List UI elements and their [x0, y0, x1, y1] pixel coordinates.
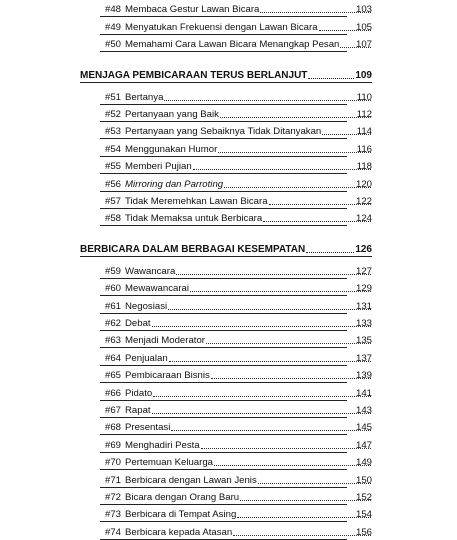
entry-page-number: 139: [355, 370, 372, 382]
entry-number: #60: [105, 283, 122, 295]
entry-number: #62: [105, 317, 122, 329]
entry-page-number: 110: [356, 91, 372, 103]
dot-leader: [201, 448, 371, 449]
toc-entry[interactable]: [0, 157, 457, 174]
dot-leader: [176, 274, 371, 275]
dot-leader: [152, 413, 371, 414]
entry-number: #51: [105, 91, 122, 103]
dot-leader: [220, 117, 371, 118]
entry-number: #70: [105, 457, 122, 469]
dot-leader: [152, 326, 371, 327]
entry-title: Berbicara dengan Lawan Jenis: [125, 474, 257, 486]
entry-page-number: 127: [355, 265, 372, 277]
dot-leader: [237, 517, 371, 518]
entry-number: #74: [105, 526, 122, 538]
entry-page-number: 143: [355, 404, 372, 416]
entry-number: #59: [105, 265, 122, 277]
entry-number: #73: [105, 509, 122, 521]
entry-page-number: 118: [356, 161, 372, 173]
dot-leader: [214, 465, 371, 466]
entry-title: Pembicaraan Bisnis: [125, 370, 210, 382]
entry-page-number: 124: [355, 213, 372, 225]
entry-number: #63: [105, 335, 122, 347]
dot-leader: [164, 100, 371, 101]
dot-leader: [171, 430, 371, 431]
entry-page-number: 149: [355, 457, 372, 469]
entry-title: Menggunakan Humor: [125, 143, 218, 155]
toc-entry[interactable]: [0, 139, 457, 156]
entry-number: #67: [105, 404, 122, 416]
entry-page-number: 112: [356, 108, 372, 120]
toc-entry[interactable]: [0, 261, 457, 278]
toc-entry[interactable]: [0, 314, 457, 331]
entry-number: #61: [105, 300, 122, 312]
entry-page-number: 133: [355, 317, 372, 329]
entry-title: Menghadiri Pesta: [125, 439, 200, 451]
dot-leader: [168, 309, 371, 310]
entry-title: Menjadi Moderator: [125, 335, 205, 347]
toc-entry[interactable]: [0, 470, 457, 487]
entry-page-number: 150: [355, 474, 372, 486]
entry-title: Berbicara di Tempat Asing: [125, 509, 237, 521]
toc-entry[interactable]: [0, 209, 457, 226]
toc-entry[interactable]: [0, 488, 457, 505]
entry-title: Berbicara kepada Atasan: [125, 526, 233, 538]
entry-number: #64: [105, 352, 122, 364]
entry-title: Negosiasi: [125, 300, 168, 312]
dot-leader: [240, 500, 371, 501]
section-title: MENJAGA PEMBICARAAN TERUS BERLANJUT: [80, 70, 308, 82]
dot-leader: [169, 361, 371, 362]
toc-entry[interactable]: [0, 296, 457, 313]
toc-entry[interactable]: [0, 383, 457, 400]
entry-title: Pertemuan Keluarga: [125, 457, 213, 469]
entry-page-number: 152: [355, 491, 372, 503]
section-page-number: 109: [355, 70, 372, 82]
entry-title: Wawancara: [125, 265, 176, 277]
toc-entry[interactable]: [0, 174, 457, 191]
dot-leader: [193, 169, 371, 170]
entry-page-number: 116: [356, 143, 372, 155]
entry-underline: [100, 51, 347, 52]
entry-page-number: 107: [355, 39, 372, 51]
entry-page-number: 131: [355, 300, 372, 312]
entry-title: Membaca Gestur Lawan Bicara: [125, 4, 260, 16]
toc-entry[interactable]: [0, 331, 457, 348]
toc-entry[interactable]: [0, 105, 457, 122]
toc-entry[interactable]: [0, 17, 457, 34]
entry-number: #48: [105, 4, 122, 16]
entry-title: Bertanya: [125, 91, 164, 103]
entry-title: Pidato: [125, 387, 153, 399]
toc-entry[interactable]: [0, 435, 457, 452]
entry-page-number: 141: [355, 387, 372, 399]
entry-title: Pertanyaan yang Baik: [125, 108, 219, 120]
dot-leader: [260, 12, 371, 13]
toc-entry[interactable]: [0, 35, 457, 52]
section-underline: [80, 256, 372, 257]
dot-leader: [306, 252, 354, 253]
entry-page-number: 137: [355, 352, 372, 364]
toc-entry[interactable]: [0, 122, 457, 139]
dot-leader: [218, 152, 371, 153]
entry-number: #49: [105, 21, 122, 33]
section-title: BERBICARA DALAM BERBAGAI KESEMPATAN: [80, 244, 306, 256]
dot-leader: [224, 187, 371, 188]
entry-number: #55: [105, 161, 122, 173]
entry-title: Debat: [125, 317, 151, 329]
entry-page-number: 156: [355, 526, 372, 538]
entry-underline: [100, 225, 347, 226]
entry-title: Bicara dengan Orang Baru: [125, 491, 240, 503]
entry-number: #53: [105, 126, 122, 138]
entry-page-number: 120: [355, 178, 372, 190]
dot-leader: [211, 378, 371, 379]
entry-title: Mirroring dan Parroting: [125, 178, 224, 190]
toc-entry[interactable]: [0, 87, 457, 104]
entry-page-number: 105: [355, 21, 372, 33]
entry-title: Menyatukan Frekuensi dengan Lawan Bicara: [125, 21, 318, 33]
entry-title: Memahami Cara Lawan Bicara Menangkap Pesan: [125, 39, 340, 51]
entry-page-number: 122: [355, 195, 372, 207]
entry-number: #58: [105, 213, 122, 225]
toc-entry[interactable]: [0, 522, 457, 539]
entry-number: #72: [105, 491, 122, 503]
entry-title: Tidak Meremehkan Lawan Bicara: [125, 195, 268, 207]
entry-number: #54: [105, 143, 122, 155]
toc-entry[interactable]: [0, 505, 457, 522]
entry-page-number: 147: [355, 439, 372, 451]
entry-title: Penjualan: [125, 352, 168, 364]
entry-page-number: 103: [355, 4, 372, 16]
toc-entry[interactable]: [0, 453, 457, 470]
dot-leader: [206, 343, 371, 344]
dot-leader: [233, 535, 371, 536]
toc-section-heading[interactable]: [0, 238, 457, 257]
entry-page-number: 129: [355, 283, 372, 295]
entry-page-number: 135: [355, 335, 372, 347]
toc-section-heading[interactable]: [0, 64, 457, 83]
toc-entry[interactable]: [0, 279, 457, 296]
entry-number: #66: [105, 387, 122, 399]
toc-entry[interactable]: [0, 0, 457, 17]
entry-title: Rapat: [125, 404, 151, 416]
toc-entry[interactable]: [0, 401, 457, 418]
entry-title: Memberi Pujian: [125, 161, 192, 173]
dot-leader: [308, 78, 354, 79]
entry-title: Tidak Memaksa untuk Berbicara: [125, 213, 263, 225]
entry-title: Presentasi: [125, 422, 171, 434]
section-page-number: 126: [355, 244, 372, 256]
dot-leader: [190, 291, 371, 292]
section-underline: [80, 82, 372, 83]
dot-leader: [258, 483, 371, 484]
entry-page-number: 145: [355, 422, 372, 434]
entry-number: #56: [105, 178, 122, 190]
toc-entry[interactable]: [0, 366, 457, 383]
toc-entry[interactable]: [0, 192, 457, 209]
entry-title: Pertanyaan yang Sebaiknya Tidak Ditanyakan: [125, 126, 322, 138]
entry-number: #57: [105, 195, 122, 207]
entry-number: #50: [105, 39, 122, 51]
entry-number: #68: [105, 422, 122, 434]
entry-title: Mewawancarai: [125, 283, 189, 295]
entry-number: #52: [105, 108, 122, 120]
entry-number: #69: [105, 439, 122, 451]
entry-number: #71: [105, 474, 122, 486]
entry-page-number: 154: [355, 509, 372, 521]
toc-entry[interactable]: [0, 418, 457, 435]
entry-number: #65: [105, 370, 122, 382]
dot-leader: [263, 221, 371, 222]
toc-entry[interactable]: [0, 348, 457, 365]
entry-page-number: 114: [356, 126, 372, 138]
dot-leader: [153, 396, 371, 397]
